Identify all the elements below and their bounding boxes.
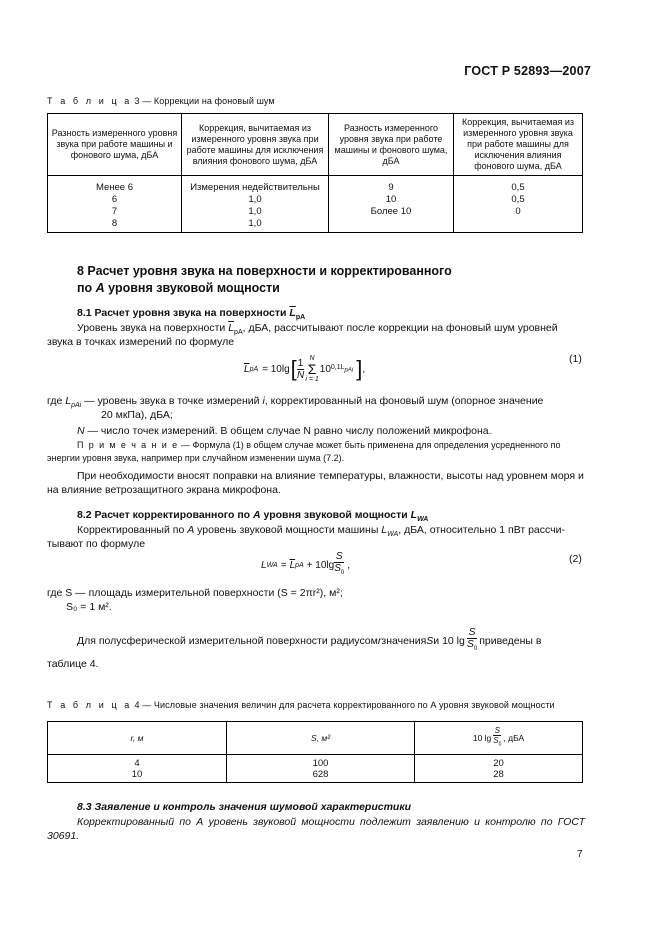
title-part: уровня звуковой мощности [104, 281, 280, 295]
table3-cell: 10 [385, 194, 397, 205]
table4-caption [47, 700, 555, 710]
subscript: WA [417, 516, 429, 524]
text: Уровень звука на поверхности [77, 322, 229, 334]
text: , дБА, относительно 1 пВт рассчи- [398, 524, 565, 536]
table3-caption-text: 3 — Коррекции на фоновый шум [134, 96, 275, 106]
table3-header-cell: Коррекция, вычитаемая из измеренного уровня звука при работе машины для исключения влияния фонового шума, дБА [454, 114, 583, 176]
equals: = [280, 559, 287, 571]
s81-para3: При необходимости вносят поправки на влияние температуры, влажности, высоты над уровнем моря и на влияние ветрозащитного экрана микрофона. [47, 470, 584, 496]
s81-where-N: N — число точек измерений. В общем случае N равно числу положений микрофона. [77, 425, 492, 437]
text: — уровень звука в точке измерений [81, 395, 263, 407]
table3-cell: 7 [111, 206, 118, 217]
table3-cell: Измерения недействительны [190, 182, 320, 193]
formula2-fraction [334, 551, 344, 579]
table4-cell: 28 [493, 768, 504, 780]
formula-1: $\overline{L}$ pA = 10lg [ $\frac{1}{N}$ N Σ i = 1 10 $0,1L_{pAi}$ ] , [244, 354, 366, 383]
note-word: П р и м е ч а н и е [77, 440, 179, 450]
table3-caption [47, 96, 275, 106]
table4-header-s: S, м² [227, 722, 415, 755]
table4 [47, 721, 583, 783]
subscript-pA: pA [234, 329, 243, 337]
bracket-right-icon: ] [356, 356, 363, 381]
section8-title [77, 263, 452, 297]
s81-note [47, 439, 585, 465]
table4-body-row [48, 755, 583, 783]
text: , дБА, рассчитывают после коррекции на фоновый шум уровней [242, 322, 558, 334]
text: , дБА [503, 732, 525, 743]
s82-where-S0: S₀ = 1 м². [66, 601, 112, 613]
text: Корректированный по [77, 524, 188, 536]
bracket-left-icon: [ [290, 356, 297, 381]
s82-where-S: где S — площадь измерительной поверхности (S = 2πr²), м²; [47, 587, 343, 599]
table3-cell: 6 [111, 194, 118, 205]
s81-heading-symbol: $\overline{L}$ [289, 307, 296, 319]
section8-title-line1: 8 Расчет уровня звука на поверхности и корректированного [77, 264, 452, 278]
text: , корректированный на фоновый шум (опорное значение [264, 395, 544, 407]
table4-header-row [48, 722, 583, 755]
text: значения [381, 635, 427, 647]
table4-caption-text: 4 — Числовые значения величин для расчета корректированного по А уровня звуковой мощности [134, 700, 555, 710]
text: уровня звуковой мощности [260, 509, 411, 521]
table3-header-cell: Коррекция, вычитаемая из измеренного уровня звука при работе машины для исключения влияния фонового шума, дБА [182, 114, 329, 176]
table4-cell: 20 [493, 757, 504, 769]
table3-cell: Менее 6 [95, 182, 134, 193]
formula2-number: (2) [569, 553, 582, 565]
formula-2: L WA = $\overline{L}$ pA + 10lg $\frac{S}{S_0}$ , [261, 550, 350, 580]
page-number: 7 [577, 849, 583, 860]
header-fraction: $\frac{S}{S_0}$ [493, 726, 502, 748]
s81-heading [77, 307, 305, 321]
s82-para1-line2: тывают по формуле [47, 538, 146, 550]
sigma-icon: Σ [307, 360, 317, 377]
formula1-power: 10 [319, 363, 331, 375]
text: Для полусферической измерительной поверхности радиусом [77, 635, 378, 647]
s83-heading: 8.3 Заявление и контроль значения шумовой характеристики [77, 801, 412, 813]
formula1-fraction [297, 358, 305, 381]
note-text: — Формула (1) в общем случае может быть применена для определения усредненного по энергии уровня звука, например при случайном изменении шума (7.2). [47, 440, 561, 463]
text: уровень звуковой мощности машины [194, 524, 382, 536]
text: 10 lg [472, 732, 492, 743]
table4-col1 [48, 755, 227, 783]
table4-caption-word: Т а б л и ц а [47, 700, 132, 710]
table3-cell: 9 [388, 182, 394, 193]
text: — число точек измерений. В общем случае N равно числу положений микрофона. [84, 425, 492, 437]
s82-para3: Для полусферической измерительной поверхности радиусом r значения S и 10 lg $\frac{S}{S_0}$ приведены в [77, 626, 541, 656]
table4-col3 [415, 755, 583, 783]
symbol-LpA: $\overline{L}$ [228, 322, 235, 334]
s82-para4: таблице 4. [47, 658, 99, 670]
text: А [253, 509, 261, 521]
s81-heading-text: 8.1 Расчет уровня звука на поверхности [77, 307, 287, 319]
text: 8.2 Расчет корректированного по [77, 509, 254, 521]
table3-col3 [329, 176, 454, 233]
table4-header-r: r, м [48, 722, 227, 755]
text: где [47, 395, 66, 407]
s82-para1-line1: Корректированный по А уровень звуковой мощности машины $L_{WA}$, дБА, относительно 1 пВт рассчи- [77, 524, 565, 539]
s81-para1-line2: звука в точках измерений по формуле [47, 336, 235, 348]
table3-col1 [48, 176, 182, 233]
s82-heading [77, 509, 428, 523]
title-part: по [77, 281, 96, 295]
table4-cell: 100 [312, 757, 329, 769]
table3-cell: 1,0 [248, 194, 262, 205]
title-part: А [95, 281, 105, 295]
table3-cell: 0,5 [511, 182, 525, 193]
numerator: 1 [297, 357, 304, 369]
formula1-lhs: = 10lg [262, 363, 290, 375]
table3-body-row [48, 176, 583, 233]
table3-col4 [454, 176, 583, 233]
table3-caption-word: Т а б л и ц а [47, 96, 132, 106]
table3-cell: 1,0 [248, 206, 262, 217]
para-fraction: $\frac{S}{S_0}$ [466, 625, 478, 653]
exponent-subscript: pAi [344, 367, 354, 374]
denominator: N [296, 369, 305, 381]
table3 [47, 113, 583, 233]
table4-header-log [415, 722, 583, 755]
table3-cell: 1,0 [248, 218, 262, 229]
denominator-symbol: S [334, 563, 341, 574]
sum-lower: i = 1 [305, 375, 319, 383]
table4-col2 [227, 755, 415, 783]
s83-text: Корректированный по А уровень звуковой мощности подлежит заявлению и контролю по ГОСТ 30691. [47, 816, 585, 842]
table3-header-cell: Разность измеренного уровня звука при работе машины и фонового шума, дБА [48, 114, 182, 176]
formula1-subscript: pA [249, 365, 259, 373]
plus-log: + 10lg [306, 559, 335, 571]
table3-cell: 0,5 [511, 194, 525, 205]
summation [305, 355, 318, 384]
comma: , [347, 559, 351, 571]
s81-where-line1: где $L_{pAi}$ — уровень звука в точке измерений i, корректированный на фоновый шум (опорное значение [47, 395, 544, 410]
table4-cell: 10 [131, 768, 143, 780]
exponent-text: 0,1L [330, 364, 345, 372]
formula1-number: (1) [569, 353, 582, 365]
table3-header-cell: Разность измеренного уровня звука при работе машины и фонового шума, дБА [329, 114, 454, 176]
denominator: $S_0$ [334, 563, 345, 576]
table3-cell: Более 10 [370, 206, 412, 217]
s81-heading-subscript: pA [295, 314, 306, 322]
text: А [187, 524, 195, 536]
s81-where-line2: 20 мкПа), дБА; [101, 409, 173, 421]
numerator: S [335, 551, 343, 562]
table3-col2 [182, 176, 329, 233]
table3-cell: 8 [111, 218, 118, 229]
text: и 10 lg [433, 635, 465, 647]
formula1-exponent [331, 364, 353, 373]
formula1-symbol: $\overline{L}$ [244, 363, 250, 375]
section8-title-line2 [77, 280, 452, 297]
table3-cell: 0 [515, 206, 521, 217]
document-header: ГОСТ Р 52893—2007 [464, 64, 591, 78]
text: приведены в [479, 635, 542, 647]
table4-cell: 4 [134, 757, 140, 769]
table4-cell: 628 [312, 768, 329, 780]
table3-header-row [48, 114, 583, 176]
symbol: L [410, 509, 418, 521]
sum-upper: N [309, 354, 315, 362]
